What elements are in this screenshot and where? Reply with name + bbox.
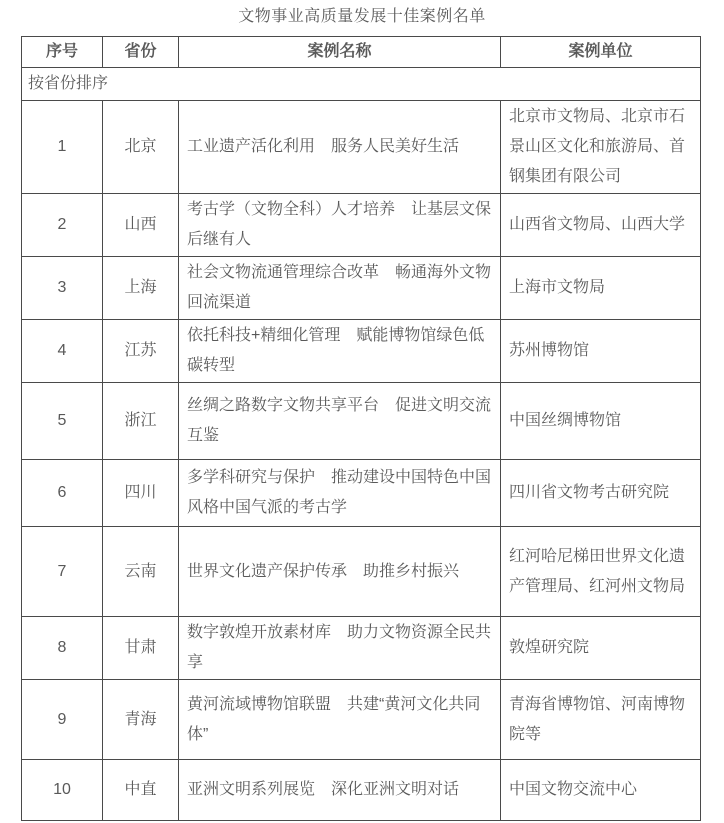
row-no-cell: 7 [22,527,103,617]
sort-note-cell: 按省份排序 [22,68,701,101]
case-unit-cell: 四川省文物考古研究院 [501,460,701,527]
province-cell: 浙江 [103,383,179,460]
row-no-cell: 1 [22,101,103,194]
case-unit-cell: 山西省文物局、山西大学 [501,194,701,257]
cases-table [21,36,701,821]
province-cell: 中直 [103,760,179,821]
province-cell: 江苏 [103,320,179,383]
table-row [22,760,701,821]
table-row [22,101,701,194]
sort-note-row [22,68,701,101]
case-unit-cell: 上海市文物局 [501,257,701,320]
case-name-cell: 多学科研究与保护 推动建设中国特色中国风格中国气派的考古学 [179,460,501,527]
header-cell-province: 省份 [103,37,179,68]
table-row [22,460,701,527]
case-name-cell: 考古学（文物全科）人才培养 让基层文保后继有人 [179,194,501,257]
table-row [22,383,701,460]
row-no-cell: 3 [22,257,103,320]
case-unit-cell: 青海省博物馆、河南博物院等 [501,680,701,760]
case-unit-cell: 红河哈尼梯田世界文化遗产管理局、红河州文物局 [501,527,701,617]
page-title: 文物事业高质量发展十佳案例名单 [238,8,486,25]
case-unit-cell: 中国丝绸博物馆 [501,383,701,460]
province-cell: 上海 [103,257,179,320]
table-row [22,527,701,617]
province-cell: 云南 [103,527,179,617]
header-cell-case-unit: 案例单位 [501,37,701,68]
case-unit-cell: 敦煌研究院 [501,617,701,680]
case-name-cell: 世界文化遗产保护传承 助推乡村振兴 [179,527,501,617]
row-no-cell: 4 [22,320,103,383]
case-unit-cell: 北京市文物局、北京市石景山区文化和旅游局、首钢集团有限公司 [501,101,701,194]
table-row [22,257,701,320]
table-row [22,320,701,383]
row-no-cell: 9 [22,680,103,760]
case-name-cell: 黄河流域博物馆联盟 共建“黄河文化共同体” [179,680,501,760]
province-cell: 北京 [103,101,179,194]
header-cell-case-name: 案例名称 [179,37,501,68]
row-no-cell: 10 [22,760,103,821]
row-no-cell: 8 [22,617,103,680]
table-row [22,617,701,680]
province-cell: 山西 [103,194,179,257]
case-name-cell: 数字敦煌开放素材库 助力文物资源全民共享 [179,617,501,680]
table-row [22,680,701,760]
case-name-cell: 亚洲文明系列展览 深化亚洲文明对话 [179,760,501,821]
table-header-row [22,37,701,68]
row-no-cell: 2 [22,194,103,257]
case-name-cell: 丝绸之路数字文物共享平台 促进文明交流互鉴 [179,383,501,460]
case-name-cell: 社会文物流通管理综合改革 畅通海外文物回流渠道 [179,257,501,320]
case-unit-cell: 苏州博物馆 [501,320,701,383]
header-cell-no: 序号 [22,37,103,68]
case-unit-cell: 中国文物交流中心 [501,760,701,821]
case-name-cell: 依托科技+精细化管理 赋能博物馆绿色低碳转型 [179,320,501,383]
row-no-cell: 5 [22,383,103,460]
case-name-cell: 工业遗产活化利用 服务人民美好生活 [179,101,501,194]
table-row [22,194,701,257]
province-cell: 四川 [103,460,179,527]
row-no-cell: 6 [22,460,103,527]
province-cell: 甘肃 [103,617,179,680]
province-cell: 青海 [103,680,179,760]
